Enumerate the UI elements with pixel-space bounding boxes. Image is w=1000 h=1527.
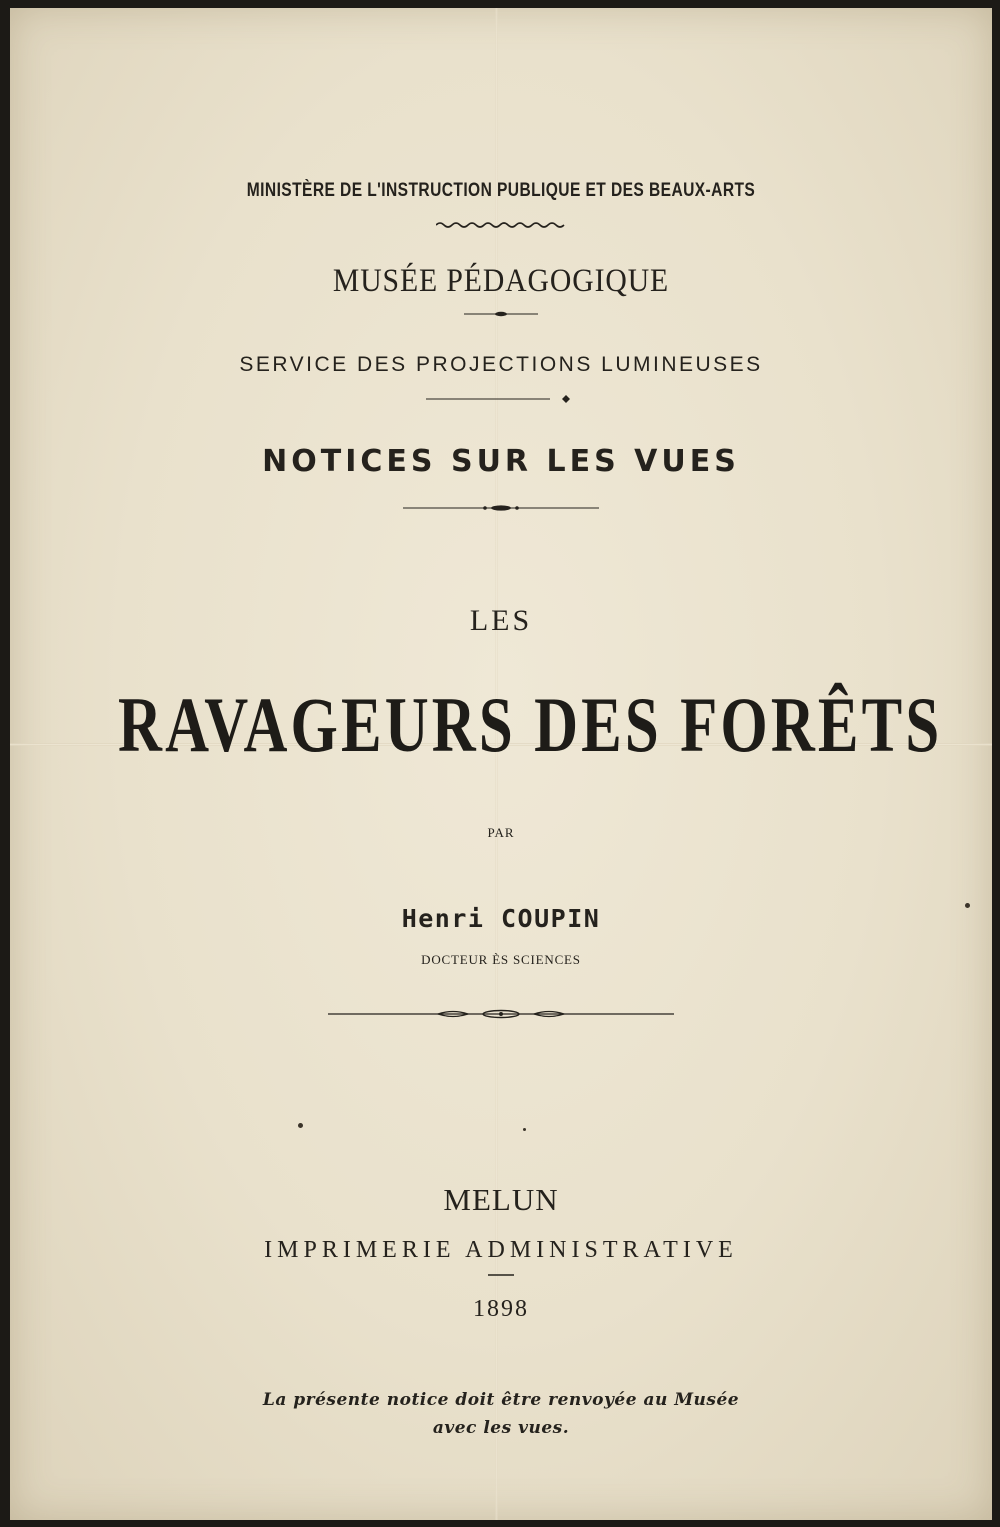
publication-year: 1898 [473,1296,529,1322]
return-notice [10,1386,992,1442]
by-label: PAR [487,825,515,840]
service-heading: SERVICE DES PROJECTIONS LUMINEUSES [239,353,763,376]
center-dot-rule-ornament [10,503,992,517]
author-name: Henri COUPIN [401,904,601,933]
title-article: LES [469,604,533,637]
wavy-rule-ornament [10,220,992,234]
main-title: RAVAGEURS DES FORÊTS [118,681,943,768]
author-degree: DOCTEUR ÈS SCIENCES [421,952,581,967]
ink-spot [965,903,970,908]
dotted-rule-ornament [10,309,992,323]
museum-heading: MUSÉE PÉDAGOGIQUE [332,263,670,299]
return-notice-line-2: avec les vues. [432,1418,570,1438]
short-rule [10,1272,992,1286]
series-heading: NOTICES SUR LES VUES [262,444,740,479]
ink-spot [523,1128,526,1131]
printer-name: IMPRIMERIE ADMINISTRATIVE [264,1237,738,1263]
document-page [10,8,992,1520]
publication-city: MELUN [443,1182,559,1217]
scroll-rule-ornament [10,1008,992,1022]
return-notice-line-1: La présente notice doit être renvoyée au Musée [262,1390,740,1410]
ministry-heading: MINISTÈRE DE L'INSTRUCTION PUBLIQUE ET DES BEAUX-ARTS [246,180,756,201]
ink-spot [298,1123,303,1128]
diamond-rule-ornament [10,394,992,408]
